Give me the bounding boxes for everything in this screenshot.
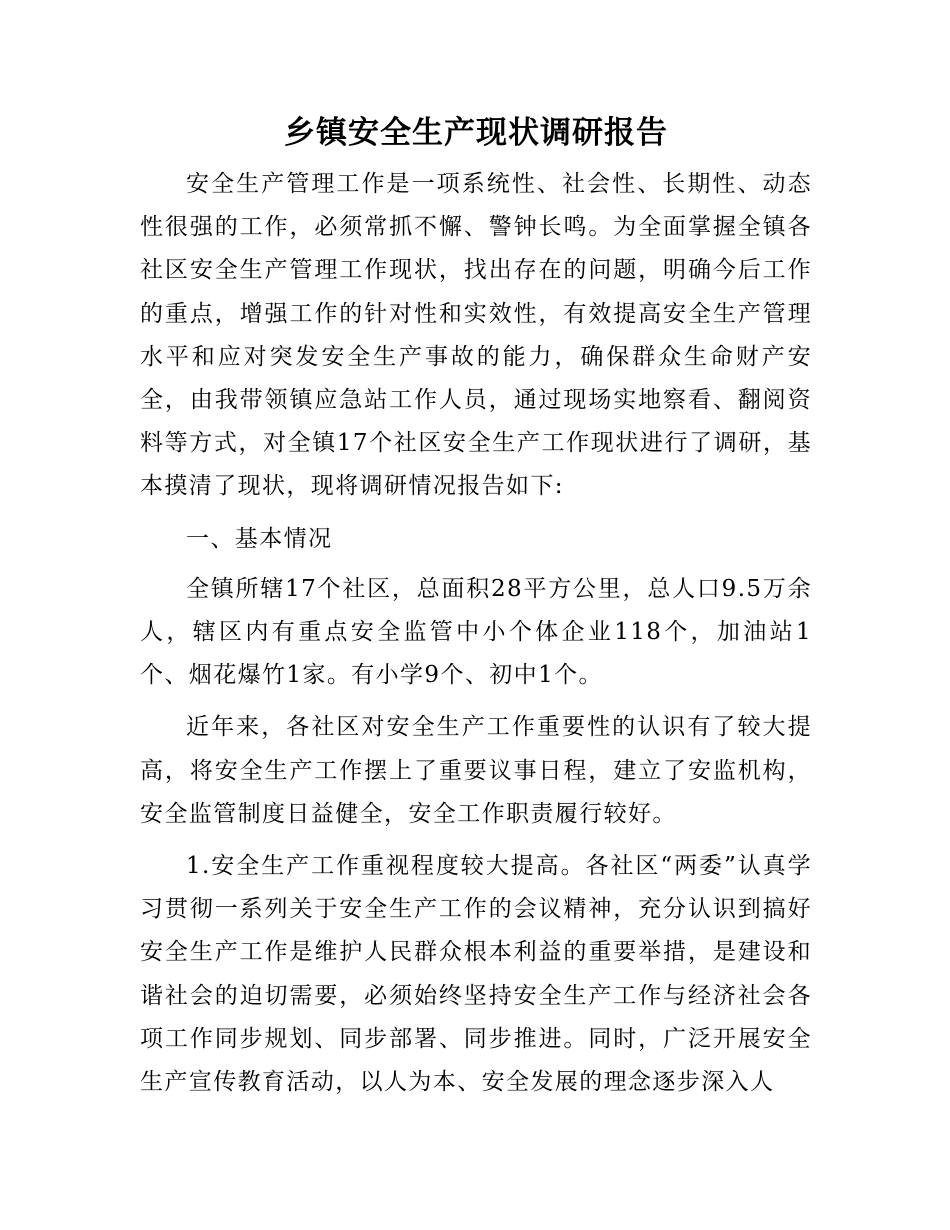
paragraph-item-1: 1.安全生产工作重视程度较大提高。各社区“两委”认真学习贯彻一系列关于安全生产工作的会议精神，充分认识到搞好安全生产工作是维护人民群众根本利益的重要举措，是建设和谐社会的迫切需要，必须始终坚持安全生产工作与经济社会各项工作同步规划、同步部署、同步推进。同时，广泛开展安全生产宣传教育活动，以人为本、安全发展的理念逐步深入人	[140, 853, 812, 1096]
paragraph-intro: 安全生产管理工作是一项系统性、社会性、长期性、动态性很强的工作，必须常抓不懈、警钟长鸣。为全面掌握全镇各社区安全生产管理工作现状，找出存在的问题，明确今后工作的重点，增强工作的针对性和实效性，有效提高安全生产管理水平和应对突发安全生产事故的能力，确保群众生命财产安全，由我带领镇应急站工作人员，通过现场实地察看、翻阅资料等方式，对全镇17个社区安全生产工作现状进行了调研，基本摸清了现状，现将调研情况报告如下:	[140, 171, 812, 500]
document-title: 乡镇安全生产现状调研报告	[284, 115, 668, 151]
paragraph-basic-facts: 全镇所辖17个社区，总面积28平方公里，总人口9.5万余人，辖区内有重点安全监管中小个体企业118个，加油站1个、烟花爆竹1家。有小学9个、初中1个。	[140, 575, 812, 689]
section-heading-basic-situation: 一、基本情况	[186, 525, 333, 552]
document-page	[140, 110, 812, 1113]
paragraph-recent-years: 近年来，各社区对安全生产工作重要性的认识有了较大提高，将安全生产工作摆上了重要议事日程，建立了安监机构，安全监管制度日益健全，安全工作职责履行较好。	[140, 714, 812, 827]
